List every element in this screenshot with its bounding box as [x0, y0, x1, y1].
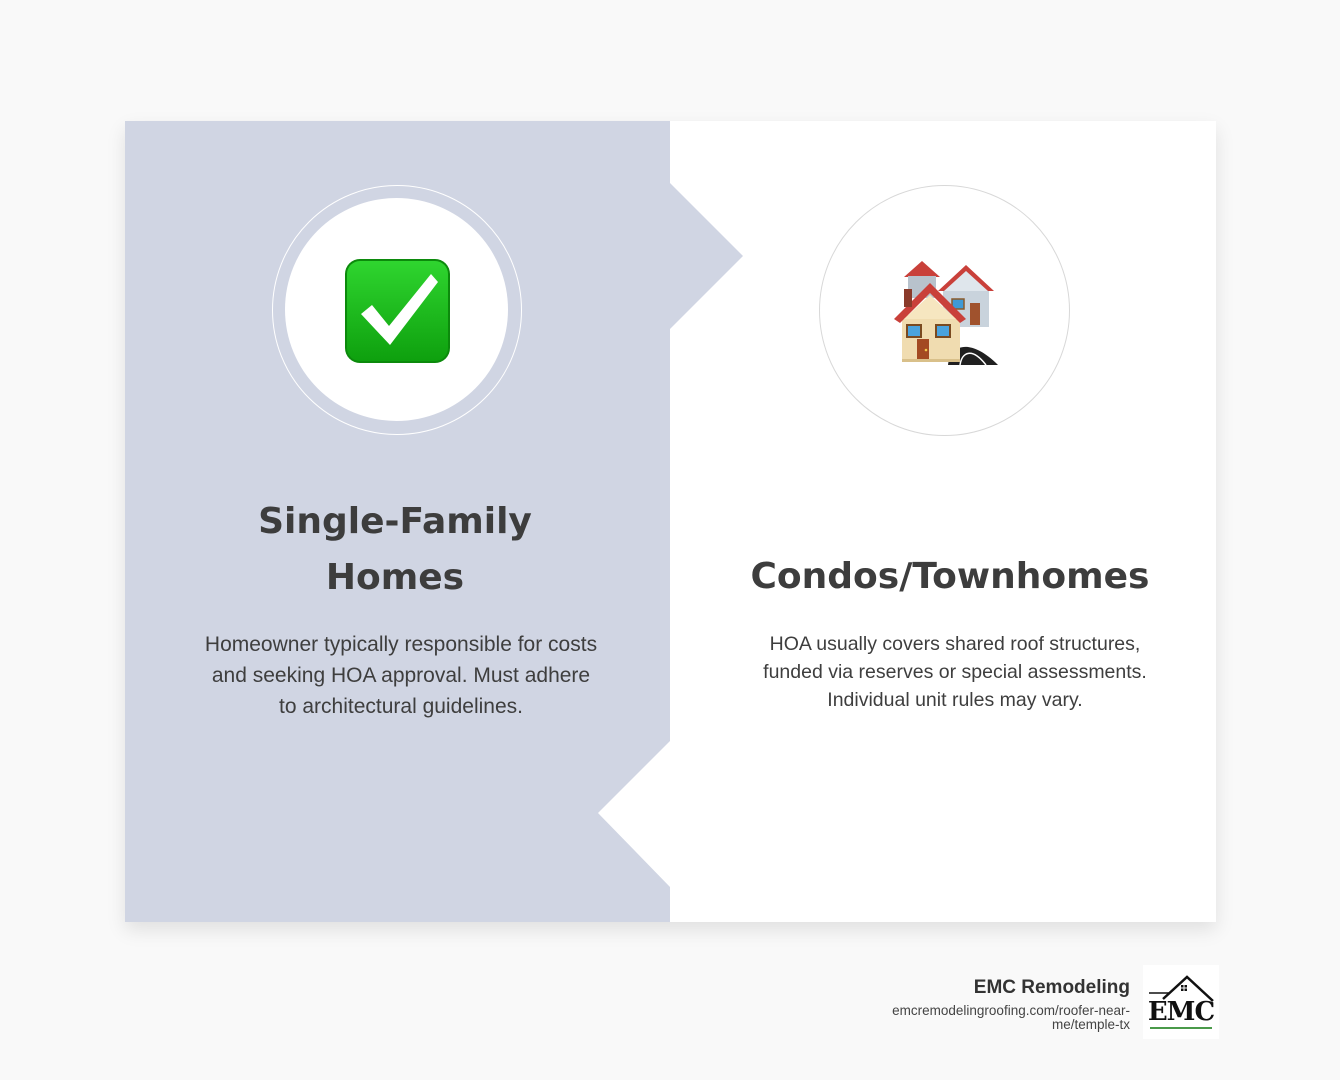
single-family-description: Homeowner typically responsible for costs and seeking HOA approval. Must adhere to architectural guidelines.: [204, 633, 598, 718]
logo-text: EMC: [1147, 997, 1215, 1027]
check-mark-button-icon: [344, 258, 451, 364]
single-family-title: Single-Family Homes: [258, 501, 532, 598]
source-url[interactable]: emcremodelingroofing.com/roofer-near-me/temple-tx: [892, 1003, 1130, 1032]
houses-icon: [890, 257, 1000, 365]
emc-logo: [1143, 965, 1219, 1039]
condos-description: HOA usually covers shared roof structures, funded via reserves or special assessments. Individual unit rules may vary.: [763, 633, 1147, 711]
brand-name: EMC Remodeling: [973, 977, 1130, 998]
comparison-card: [125, 121, 1216, 922]
footer-attribution: [860, 976, 1130, 1032]
condos-title: Condos/Townhomes: [750, 556, 1150, 597]
